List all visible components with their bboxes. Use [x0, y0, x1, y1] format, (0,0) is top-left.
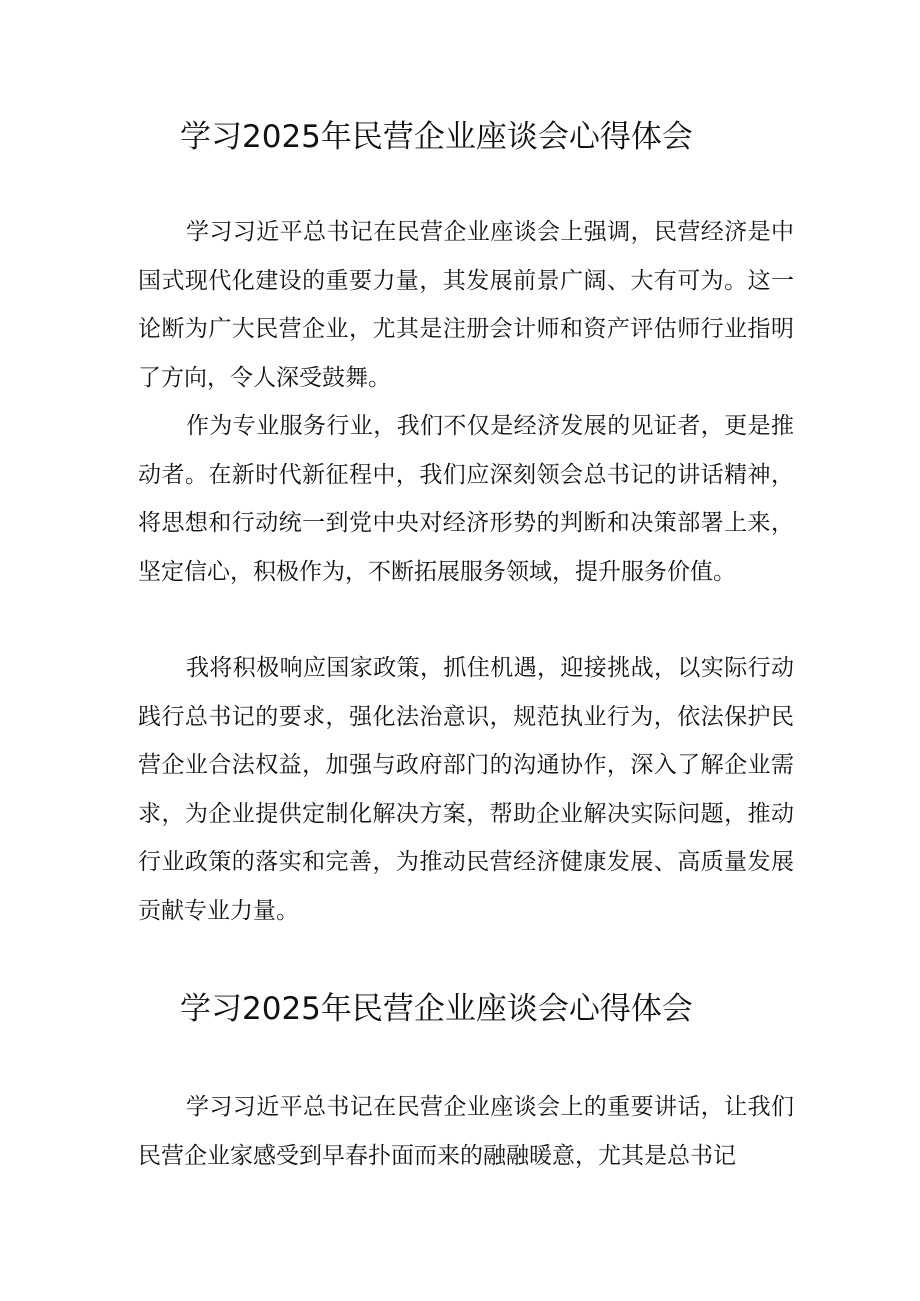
paragraph: 我将积极响应国家政策，抓住机遇，迎接挑战，以实际行动践行总书记的要求，强化法治意识，规范执业行为，依法保护民营企业合法权益，加强与政府部门的沟通协作，深入了解企业需求，为企业提供定制化解决方案，帮助企业解决实际问题，推动行业政策的落实和完善，为推动民营经济健康发展、高质量发展贡献专业力量。 [138, 655, 794, 924]
paragraph: 学习习近平总书记在民营企业座谈会上的重要讲话，让我们民营企业家感受到早春扑面而来的融融暖意，尤其是总书记 [138, 1094, 794, 1169]
article-title: 学习2025年民营企业座谈会心得体会 [180, 119, 693, 155]
paragraph: 学习习近平总书记在民营企业座谈会上强调，民营经济是中国式现代化建设的重要力量，其发展前景广阔、大有可为。这一论断为广大民营企业，尤其是注册会计师和资产评估师行业指明了方向，令人深受鼓舞。 [138, 219, 794, 391]
paragraph: 作为专业服务行业，我们不仅是经济发展的见证者，更是推动者。在新时代新征程中，我们应深刻领会总书记的讲话精神，将思想和行动统一到党中央对经济形势的判断和决策部署上来，坚定信心，积极作为，不断拓展服务领域，提升服务价值。 [138, 413, 794, 585]
article-title: 学习2025年民营企业座谈会心得体会 [180, 991, 693, 1027]
